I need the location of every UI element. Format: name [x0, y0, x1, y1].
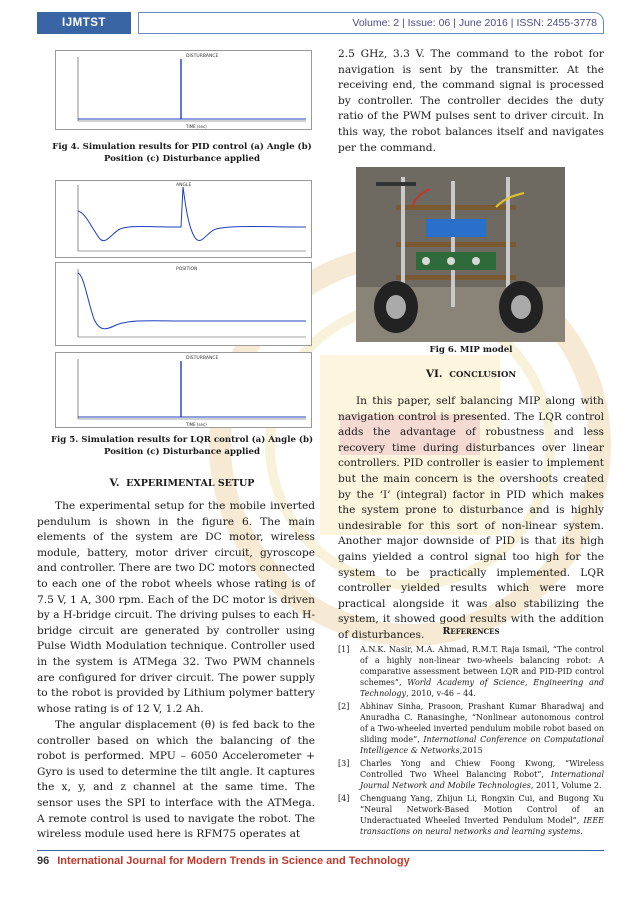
- section5-heading: [37, 477, 327, 489]
- references-list: [338, 644, 604, 839]
- section5-paragraph-2: The angular displacement (θ) is fed back to the controller based on which the balancing of the robot is performed. MPU – 6050 Accelerometer + Gyro is used to determine the tilt angle. It captures the x, y, and z channel at the same time. The sensor uses the SPI to interface with the ATMega. A remote control is used to navigate the robot. The wireless module used here is RFM75 operates at: [37, 719, 315, 841]
- section6-number: VI.: [425, 368, 443, 380]
- fig5-angle-plot: [55, 180, 312, 258]
- fig4-disturbance-plot: [55, 50, 312, 130]
- issue-info: Volume: 2 | Issue: 06 | June 2016 | ISSN: 2455-3778: [138, 12, 604, 34]
- section6-title: CONCLUSION: [449, 370, 517, 380]
- footer-divider: [37, 850, 604, 851]
- reference-item: [2] Abhinav Sinha, Prasoon, Prashant Kumar Bharadwaj and Anuradha C. Ranasinghe, “Nonlinear autonomous control of a Two-wheeled inverted pendulum mobile robot based on sliding mode”, International Conference on Computational Intelligence & Networks,2015: [338, 702, 604, 755]
- section6-heading: [338, 368, 604, 380]
- fig5-disturbance-title: DISTURBANCE: [186, 356, 219, 361]
- fig4-plot-title: DISTURBANCE: [186, 54, 219, 59]
- section5-number: V.: [109, 477, 120, 489]
- reference-item: [4] Chenguang Yang, Zhijun Li, Rongxin Cui, and Bugong Xu “Neural Network-Based Motion Control of an Underactuated Wheeled Inverted Pendulum Model”, IEEE transactions on neural networks and learning systems.: [338, 794, 604, 836]
- fig5-disturbance-plot: [55, 352, 312, 428]
- mip-robot-photo: [356, 167, 565, 342]
- section5-title: EXPERIMENTAL SETUP: [126, 478, 255, 489]
- fig5-x-label: TIME (sec): [186, 422, 207, 427]
- section5-paragraph-3: 2.5 GHz, 3.3 V. The command to the robot for navigation is sent by the transmitter. At the receiving end, the command signal is processed by controller. The controller decides the duty ratio of the PWM pulses sent to driver circuit. In this way, the robot balances itself and navigates per the command.: [338, 48, 604, 154]
- fig5-position-title: POSITION: [176, 267, 198, 272]
- journal-abbrev-badge: IJMTST: [37, 12, 131, 34]
- page-number: 96: [37, 855, 50, 867]
- section6-paragraph: In this paper, self balancing MIP along with navigation control is presented. The LQR control adds the advantage of robustness and less recovery time during disturbances over linear controllers. PID controller is easier to implement but the main concern is the overshoots created by the ‘I’ (integral) factor in PID which makes the system prone to disturbance and is highly undesirable for this sort of non-linear system. Another major downside of PID is that its high gains yielded a control signal too high for the system to be practically implemented. LQR controller yielded results which were more practical alongside it was also stabilizing the system, it showed good results with the addition of disturbances.: [338, 395, 604, 641]
- section5-paragraph-1: The experimental setup for the mobile inverted pendulum is shown in the figure 6. The main elements of the system are DC motor, wireless module, battery, motor driver circuit, gyroscope and controller. There are two DC motors connected to each one of the robot wheels whose rating is of 7.5 V, 1 A, 300 rpm. Each of the DC motor is driven by a H-bridge circuit. The driving pulses to each H-bridge circuit are generated by controller using Pulse Width Modulation technique. Controller used in the system is ATMega 32. Two PWM channels are configured for driver circuit. The power supply to the robot is provided by Lithium polymer battery whose rating is of 12 V, 1.2 Ah.: [37, 500, 315, 715]
- fig4-caption: Fig 4. Simulation results for PID control (a) Angle (b) Position (c) Disturbance applied: [52, 142, 312, 164]
- reference-item: [3] Charles Yong and Chiew Foong Kwong, “Wireless Controlled Two Wheel Balancing Robot”, International Journal Network and Mobile Technologies, 2011, Volume 2.: [338, 759, 604, 790]
- page-footer: [37, 855, 410, 867]
- references-heading: References: [442, 626, 500, 637]
- fig5-angle-title: ANGLE: [176, 183, 192, 188]
- fig4-x-label: TIME (sec): [186, 124, 207, 129]
- fig5-position-plot: [55, 262, 312, 346]
- reference-item: [1] A.N.K. Nasir, M.A. Ahmad, R.M.T. Raja Ismail, “The control of a highly non-linear two-wheels balancing robot: A comparative assessment between LQR and PID-PID control schemes”, World Academy of Science, Engineering and Technology, 2010, v-46 – 44.: [338, 645, 605, 698]
- footer-journal-name: International Journal for Modern Trends in Science and Technology: [57, 855, 410, 867]
- fig6-caption: Fig 6. MIP model: [429, 345, 513, 355]
- fig5-caption: Fig 5. Simulation results for LQR control (a) Angle (b) Position (c) Disturbance applied: [50, 435, 314, 457]
